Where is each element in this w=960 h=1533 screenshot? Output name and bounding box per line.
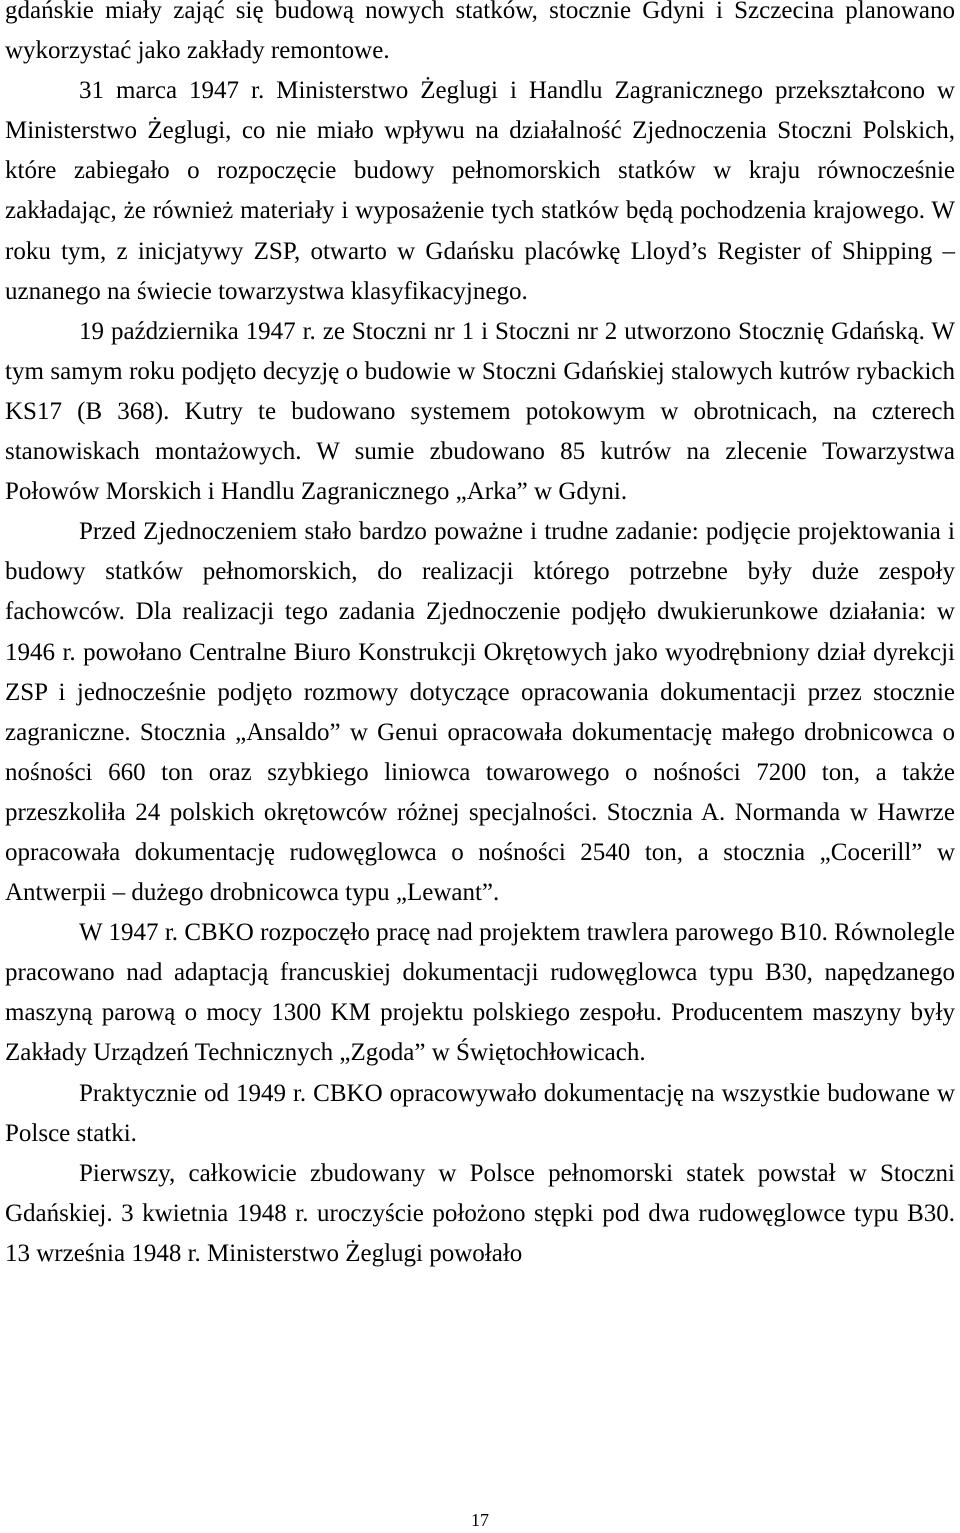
paragraph-1: gdańskie miały zająć się budową nowych statków, stocznie Gdyni i Szczecina planowano wykorzystać jako zakłady remontowe.: [5, 0, 955, 65]
paragraph-7: Pierwszy, całkowicie zbudowany w Polsce pełnomorski statek powstał w Stoczni Gdańskiej. 3 kwietnia 1948 r. uroczyście położono stępki pod dwa rudowęglowce typu B30. 13 września 1948 r. Ministerstwo Żeglugi powołało: [5, 1159, 955, 1267]
paragraph-3: 19 października 1947 r. ze Stoczni nr 1 i Stoczni nr 2 utworzono Stocznię Gdańską. W tym samym roku podjęto decyzję o budowie w Stoczni Gdańskiej stalowych kutrów rybackich KS17 (B 368). Kutry te budowano systemem potokowym w obrotnicach, na czterech stanowiskach montażowych. W sumie zbudowano 85 kutrów na zlecenie Towarzystwa Połowów Morskich i Handlu Zagranicznego „Arka” w Gdyni.: [5, 317, 955, 506]
paragraph-2: 31 marca 1947 r. Ministerstwo Żeglugi i Handlu Zagranicznego przekształcono w Ministerstwo Żeglugi, co nie miało wpływu na działalność Zjednoczenia Stoczni Polskich, które zabiegało o rozpoczęcie budowy pełnomorskich statków w kraju równocześnie zakładając, że również materiały i wyposażenie tych statków będą pochodzenia krajowego. W roku tym, z inicjatywy ZSP, otwarto w Gdańsku placówkę Lloyd’s Register of Shipping – uznanego na świecie towarzystwa klasyfikacyjnego.: [5, 77, 955, 305]
paragraph-4: Przed Zjednoczeniem stało bardzo poważne i trudne zadanie: podjęcie projektowania i budowy statków pełnomorskich, do realizacji którego potrzebne były duże zespoły fachowców. Dla realizacji tego zadania Zjednoczenie podjęło dwukierunkowe działania: w 1946 r. powołano Centralne Biuro Konstrukcji Okrętowych jako wyodrębniony dział dyrekcji ZSP i jednocześnie podjęto rozmowy dotyczące opracowania dokumentacji przez stocznie zagraniczne. Stocznia „Ansaldo” w Genui opracowała dokumentację małego drobnicowca o nośności 660 ton oraz szybkiego liniowca towarowego o nośności 7200 ton, a także przeszkoliła 24 polskich okrętowców różnej specjalności. Stocznia A. Normanda w Hawrze opracowała dokumentację rudowęglowca o nośności 2540 ton, a stocznia „Cocerill” w Antwerpii – dużego drobnicowca typu „Lewant”.: [5, 518, 955, 907]
page-body: [5, 0, 955, 1274]
page-number: 17: [471, 1510, 489, 1530]
paragraph-6: Praktycznie od 1949 r. CBKO opracowywało dokumentację na wszystkie budowane w Polsce statki.: [5, 1079, 955, 1147]
paragraph-5: W 1947 r. CBKO rozpoczęło pracę nad projektem trawlera parowego B10. Równolegle pracowano nad adaptacją francuskiej dokumentacji rudowęglowca typu B30, napędzanego maszyną parową o mocy 1300 KM projektu polskiego zespołu. Producentem maszyny były Zakłady Urządzeń Technicznych „Zgoda” w Świętochłowicach.: [5, 919, 955, 1067]
